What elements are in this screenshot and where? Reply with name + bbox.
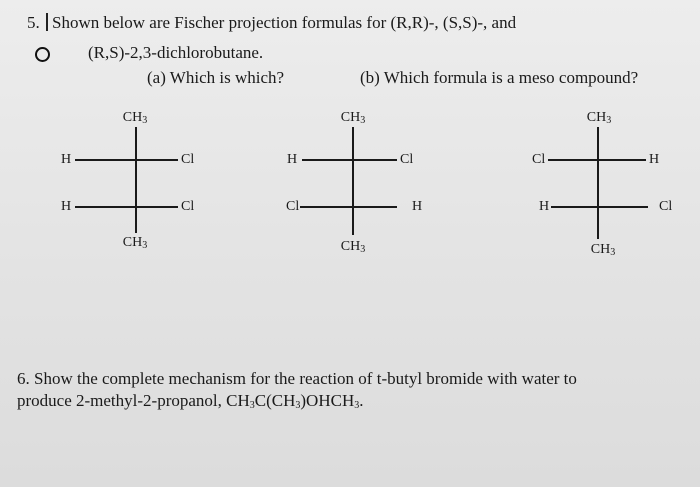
- upper-horizontal-bond: [302, 159, 397, 161]
- upper-right-substituent: Cl: [181, 152, 195, 167]
- radio-circle-icon[interactable]: [35, 47, 50, 62]
- question-5-line-2: (R,S)-2,3-dichlorobutane.: [88, 43, 264, 62]
- vertical-bond: [597, 127, 599, 239]
- question-6-line-1: 6. Show the complete mechanism for the reaction of t-butyl bromide with water to: [17, 369, 577, 388]
- lower-horizontal-bond: [75, 206, 178, 208]
- upper-right-substituent: Cl: [400, 152, 414, 167]
- product-formula: $CH_3C(CH_3)OHCH_3$.: [226, 391, 364, 411]
- upper-left-substituent: H: [287, 152, 298, 167]
- lower-right-substituent: Cl: [181, 199, 195, 214]
- lower-right-substituent: Cl: [659, 199, 673, 214]
- vertical-bond: [352, 127, 354, 235]
- upper-horizontal-bond: [548, 159, 646, 161]
- upper-right-substituent: H: [649, 152, 660, 167]
- lower-left-substituent: H: [61, 199, 72, 214]
- text-cursor: [46, 13, 48, 31]
- lower-left-substituent: Cl: [286, 199, 300, 214]
- lower-horizontal-bond: [551, 206, 648, 208]
- upper-left-substituent: Cl: [532, 152, 546, 167]
- upper-horizontal-bond: [75, 159, 178, 161]
- lower-horizontal-bond: [300, 206, 397, 208]
- lower-right-substituent: H: [412, 199, 423, 214]
- top-group: $CH_3$: [340, 110, 366, 126]
- part-b-prompt: (b) Which formula is a meso compound?: [360, 68, 639, 87]
- vertical-bond: [135, 127, 137, 233]
- top-group: $CH_3$: [122, 110, 148, 126]
- bottom-group: $CH_3$: [122, 235, 148, 251]
- part-a-prompt: (a) Which is which?: [147, 68, 285, 87]
- question-5-line-1: Shown below are Fischer projection formulas for (R,R)-, (S,S)-, and: [52, 13, 517, 32]
- top-group: $CH_3$: [586, 110, 612, 126]
- question-5-number: 5.: [27, 13, 40, 32]
- upper-left-substituent: H: [61, 152, 72, 167]
- lower-left-substituent: H: [539, 199, 550, 214]
- bottom-group: $CH_3$: [590, 242, 616, 258]
- bottom-group: $CH_3$: [340, 239, 366, 255]
- question-6-line-2: produce 2-methyl-2-propanol, $CH_3C(CH_3)OHCH_3$.: [17, 391, 364, 411]
